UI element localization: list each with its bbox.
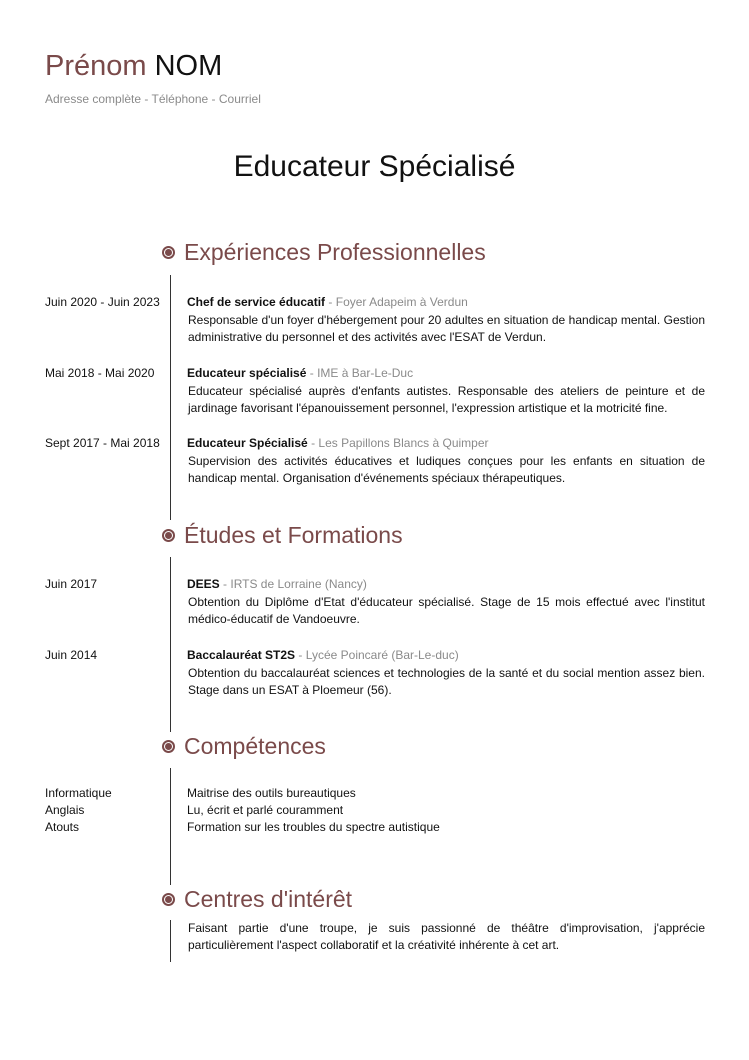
entry-role: Baccalauréat ST2S xyxy=(187,648,296,662)
section-title: Études et Formations xyxy=(184,522,403,548)
entry-description: Responsable d'un foyer d'hébergement pour 20 adultes en situation de handicap mental. Gestion administrative du personnel et des activités avec l'ESAT de Verdun. xyxy=(188,313,705,344)
entry-organization: IME à Bar-Le-Duc xyxy=(317,366,414,380)
candidate-name xyxy=(45,46,222,86)
entry-date: Sept 2017 - Mai 2018 xyxy=(45,436,160,450)
entry-organization: Lycée Poincaré (Bar-Le-duc) xyxy=(305,648,459,662)
entry-separator: - xyxy=(306,366,318,380)
interests-text: Faisant partie d'une troupe, je suis passionné de théâtre d'improvisation, j'apprécie particulièrement l'aspect collaboratif et la créativité inhérente à cet art. xyxy=(188,921,705,952)
timeline-line xyxy=(170,920,171,962)
skill-value: Formation sur les troubles du spectre autistique xyxy=(187,820,440,834)
target-bullet-icon xyxy=(162,529,175,542)
section-skills-heading xyxy=(162,733,326,760)
entry-description: Supervision des activités éducatives et ludiques conçues pour les enfants en situation de handicap mental. Organisation d'événements spéciaux thérapeutiques. xyxy=(188,454,705,485)
entry-organization: Foyer Adapeim à Verdun xyxy=(335,295,468,309)
entry-date: Juin 2020 - Juin 2023 xyxy=(45,295,160,309)
skill-label: Informatique xyxy=(45,786,112,800)
timeline-line xyxy=(170,768,171,885)
entry-organization: IRTS de Lorraine (Nancy) xyxy=(230,577,367,591)
target-bullet-icon xyxy=(162,893,175,906)
entry-organization: Les Papillons Blancs à Quimper xyxy=(318,436,489,450)
entry-role: Chef de service éducatif xyxy=(187,295,326,309)
entry-heading xyxy=(187,435,489,452)
entry-heading xyxy=(187,576,367,593)
entry-date: Mai 2018 - Mai 2020 xyxy=(45,366,155,380)
section-interests-heading xyxy=(162,886,352,913)
contact-line: Adresse complète - Téléphone - Courriel xyxy=(45,92,261,106)
entry-separator: - xyxy=(325,295,336,309)
entry-role: Educateur Spécialisé xyxy=(187,436,308,450)
section-title: Compétences xyxy=(184,733,326,759)
entry-separator: - xyxy=(219,577,231,591)
timeline-line xyxy=(170,557,171,732)
target-bullet-icon xyxy=(162,740,175,753)
entry-role: DEES xyxy=(187,577,220,591)
skill-value: Maitrise des outils bureautiques xyxy=(187,786,356,800)
job-title: Educateur Spécialisé xyxy=(233,150,516,183)
section-title: Expériences Professionnelles xyxy=(184,239,486,265)
entry-description: Obtention du Diplôme d'Etat d'éducateur spécialisé. Stage de 15 mois effectué avec l'institut médico-éducatif de Vandoeuvre. xyxy=(188,595,705,626)
target-bullet-icon xyxy=(162,246,175,259)
entry-separator: - xyxy=(307,436,319,450)
entry-description: Obtention du baccalauréat sciences et technologies de la santé et du social mention assez bien. Stage dans un ESAT à Ploemeur (56). xyxy=(188,666,705,697)
timeline-line xyxy=(170,275,171,520)
section-education-heading xyxy=(162,522,403,549)
entry-heading xyxy=(187,365,413,382)
skill-label: Atouts xyxy=(45,820,80,834)
skill-value: Lu, écrit et parlé couramment xyxy=(187,803,344,817)
section-title: Centres d'intérêt xyxy=(184,886,353,912)
entry-description: Educateur spécialisé auprès d'enfants autistes. Responsable des ateliers de peinture et de jardinage favorisant l'épanouissement personnel, l'expression artistique et la motricité fine. xyxy=(188,384,705,415)
entry-separator: - xyxy=(295,648,306,662)
last-name: NOM xyxy=(154,50,223,82)
skill-label: Anglais xyxy=(45,803,85,817)
entry-date: Juin 2017 xyxy=(45,577,98,591)
section-experience-heading xyxy=(162,239,486,266)
entry-date: Juin 2014 xyxy=(45,648,98,662)
entry-role: Educateur spécialisé xyxy=(187,366,307,380)
first-name: Prénom xyxy=(45,50,147,82)
entry-heading xyxy=(187,294,468,311)
entry-heading xyxy=(187,647,459,664)
